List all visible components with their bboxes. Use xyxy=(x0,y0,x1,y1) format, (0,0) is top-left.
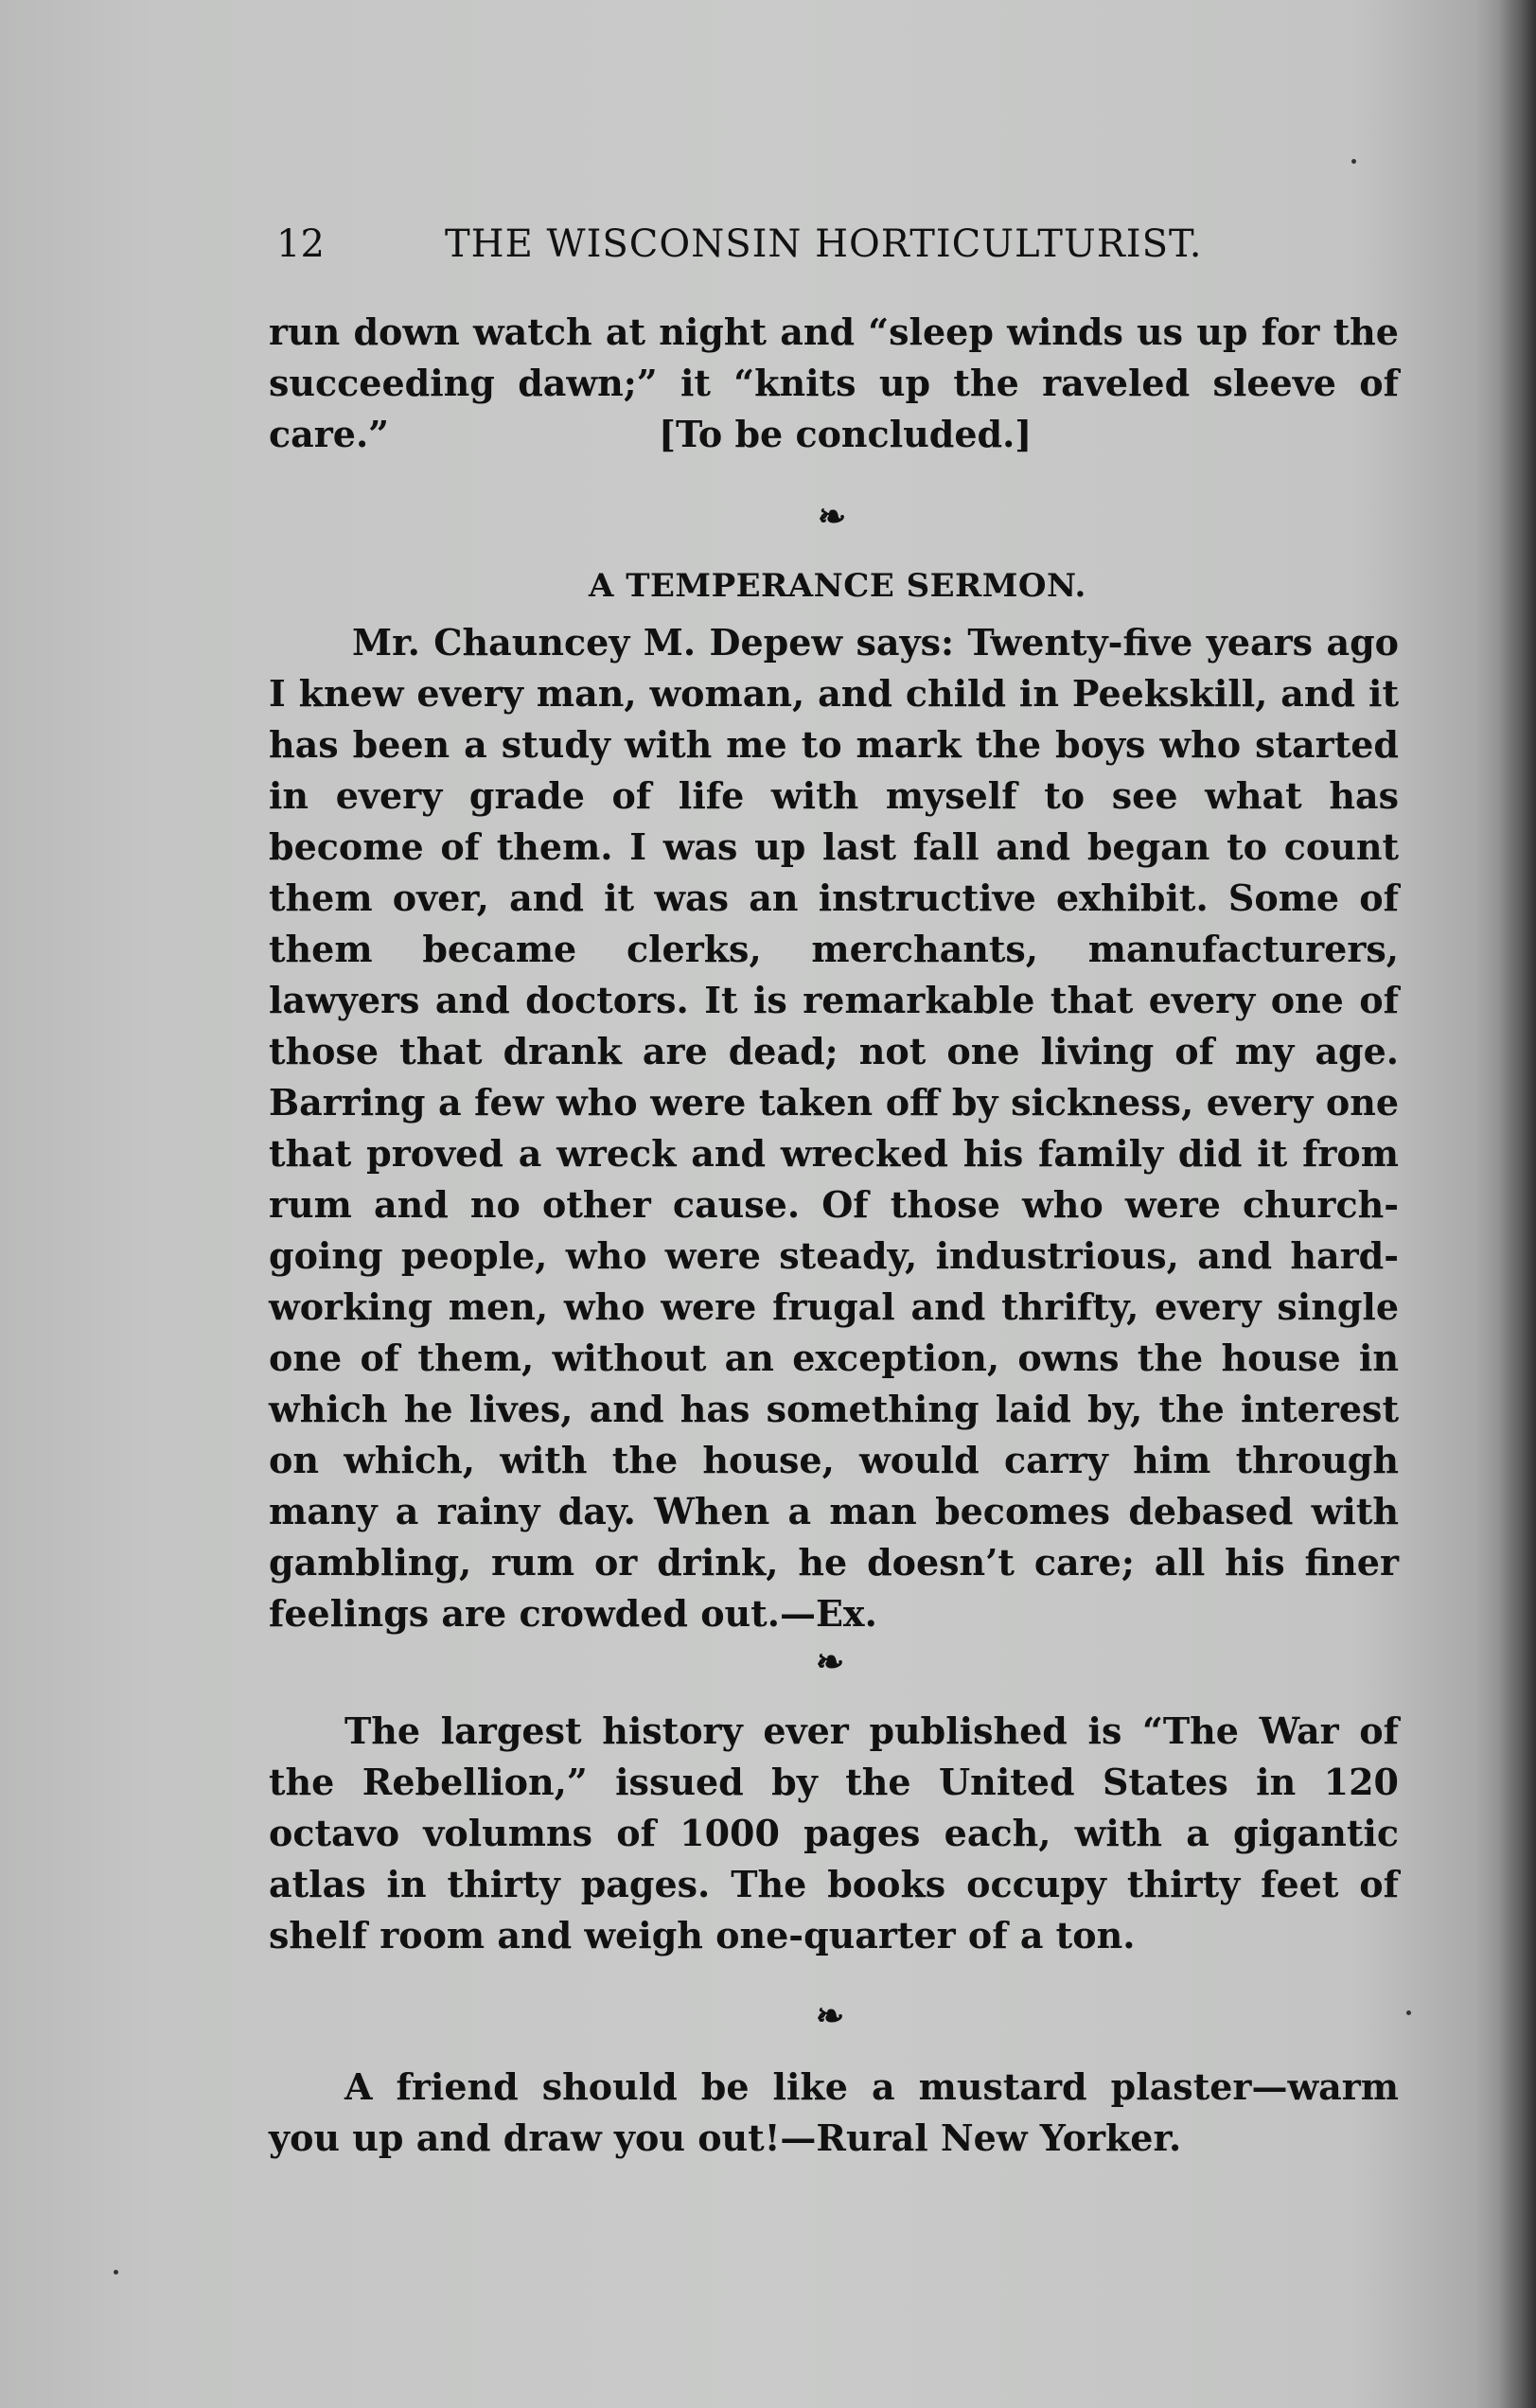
friend-item xyxy=(269,2062,1399,2164)
sermon-paragraph: Mr. Chauncey M. Depew says: Twenty-five years ago I knew every man, woman, and child in Peekskill, and it has been a study with me to mark the boys who started in every grade of life with myself to see what has become of them. I was up last fall and began to count them over, and it was an instructive exhibit. Some of them became clerks, merchants, manufacturers, lawyers and doctors. It is remarkable that every one of those that drank are dead; not one living of my age. Barring a few who were taken off by sickness, every one that proved a wreck and wrecked his family did it from rum and no other cause. Of those who were church-going people, who were steady, industrious, and hard-working men, who were frugal and thrifty, every single one of them, without an exception, owns the house in which he lives, and has something laid by, the interest on which, with the house, would carry him through many a rainy day. When a man becomes debased with gambling, rum or drink, he doesn’t care; all his finer feelings are crowded out.—Ex. xyxy=(269,621,1399,1635)
friend-paragraph: A friend should be like a mustard plaster—warm you up and draw you out!—Rural New Yorker. xyxy=(269,2065,1399,2159)
continuation-text: run down watch at night and “sleep winds us up for the succeeding dawn;” it “knits up the raveled sleeve of care.” xyxy=(269,310,1399,455)
paper-speck xyxy=(1351,159,1356,164)
section-title: A TEMPERANCE SERMON. xyxy=(589,567,1086,605)
paper-speck xyxy=(1406,2010,1411,2015)
ornament-divider: ❧ xyxy=(816,1996,845,2036)
page-edge-shadow xyxy=(1498,0,1536,2408)
to-be-concluded-note: [To be concluded.] xyxy=(659,413,1033,455)
paper-speck xyxy=(114,2270,118,2275)
ornament-divider: ❧ xyxy=(816,1642,845,1682)
history-item xyxy=(269,1706,1399,1961)
page-number: 12 xyxy=(276,222,325,266)
running-title: THE WISCONSIN HORTICULTURIST. xyxy=(445,222,1203,266)
page-header xyxy=(276,220,1251,276)
history-paragraph: The largest history ever published is “The War of the Rebellion,” issued by the United States in 120 octavo volumns of 1000 pages each, with a gigantic atlas in thirty pages. The books occupy thirty feet of shelf room and weigh one-quarter of a ton. xyxy=(269,1709,1399,1956)
ornament-divider: ❧ xyxy=(818,497,847,537)
temperance-sermon-body xyxy=(269,617,1399,1639)
